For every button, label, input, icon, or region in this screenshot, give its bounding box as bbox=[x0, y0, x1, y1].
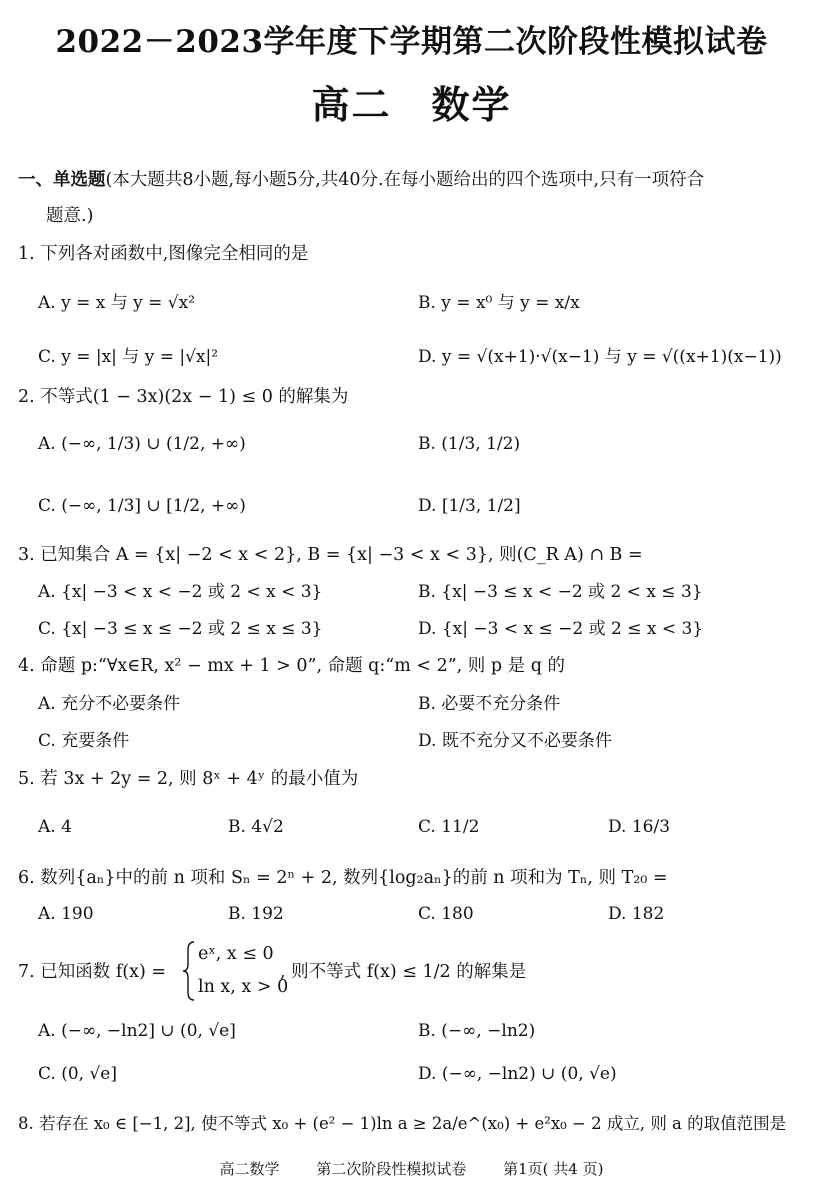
exam-title: 2022－2023学年度下学期第二次阶段性模拟试卷 bbox=[55, 24, 768, 60]
question-4-option-d: D. 既不充分又不必要条件 bbox=[418, 731, 612, 751]
question-7-option-d: D. (−∞, −ln2) ∪ (0, √e) bbox=[418, 1064, 617, 1084]
question-5-option-b: B. 4√2 bbox=[228, 817, 284, 837]
question-7-option-a: A. (−∞, −ln2] ∪ (0, √e] bbox=[38, 1021, 236, 1041]
question-7-stem-b: , 则不等式 f(x) ≤ 1/2 的解集是 bbox=[280, 962, 527, 982]
question-5-option-c: C. 11/2 bbox=[418, 817, 480, 837]
question-2-option-d: D. [1/3, 1/2] bbox=[418, 496, 521, 516]
question-7-stem-a: 7. 已知函数 f(x) = bbox=[18, 962, 167, 982]
section-instruction-1: (本大题共8小题,每小题5分,共40分.在每小题给出的四个选项中,只有一项符合 bbox=[105, 170, 705, 190]
section-instruction-2: 题意.) bbox=[46, 206, 94, 226]
question-3-option-a: A. {x| −3 < x < −2 或 2 < x < 3} bbox=[38, 582, 323, 602]
question-7-option-c: C. (0, √e] bbox=[38, 1064, 117, 1084]
question-7-case-1: eˣ, x ≤ 0 bbox=[198, 944, 274, 964]
question-1-option-b: B. y = x⁰ 与 y = x/x bbox=[418, 293, 580, 313]
question-2-option-b: B. (1/3, 1/2) bbox=[418, 434, 521, 454]
page-footer bbox=[0, 1158, 823, 1179]
section-label: 一、单选题 bbox=[18, 170, 106, 190]
question-1-option-d: D. y = √(x+1)·√(x−1) 与 y = √((x+1)(x−1)) bbox=[418, 347, 782, 367]
footer-page-number: 第1页( 共4 页) bbox=[503, 1160, 604, 1178]
question-5-option-d: D. 16/3 bbox=[608, 817, 671, 837]
footer-subject: 高二数学 bbox=[219, 1160, 280, 1178]
question-7-option-b: B. (−∞, −ln2) bbox=[418, 1021, 536, 1041]
question-7-case-2: ln x, x > 0 bbox=[198, 977, 289, 997]
question-3-option-c: C. {x| −3 ≤ x ≤ −2 或 2 ≤ x ≤ 3} bbox=[38, 619, 323, 639]
question-6-stem: 6. 数列{aₙ}中的前 n 项和 Sₙ = 2ⁿ + 2, 数列{log₂aₙ}的前 n 项和为 Tₙ, 则 T₂₀ = bbox=[18, 868, 668, 888]
piecewise-brace bbox=[182, 940, 196, 1002]
question-2-option-c: C. (−∞, 1/3] ∪ [1/2, +∞) bbox=[38, 496, 246, 516]
question-6-option-a: A. 190 bbox=[38, 904, 94, 924]
question-4-option-c: C. 充要条件 bbox=[38, 731, 130, 751]
question-2-option-a: A. (−∞, 1/3) ∪ (1/2, +∞) bbox=[38, 434, 246, 454]
question-1-option-a: A. y = x 与 y = √x² bbox=[38, 293, 196, 313]
question-4-option-b: B. 必要不充分条件 bbox=[418, 694, 561, 714]
question-1-stem: 1. 下列各对函数中,图像完全相同的是 bbox=[18, 244, 309, 264]
section-heading bbox=[18, 168, 704, 192]
footer-exam: 第二次阶段性模拟试卷 bbox=[316, 1160, 467, 1178]
question-6-option-b: B. 192 bbox=[228, 904, 284, 924]
question-6-option-c: C. 180 bbox=[418, 904, 474, 924]
question-1-option-c: C. y = |x| 与 y = |√x|² bbox=[38, 347, 219, 367]
question-5-stem: 5. 若 3x + 2y = 2, 则 8ˣ + 4ʸ 的最小值为 bbox=[18, 769, 359, 789]
question-4-stem: 4. 命题 p:“∀x∈R, x² − mx + 1 > 0”, 命题 q:“m < 2”, 则 p 是 q 的 bbox=[18, 656, 565, 676]
question-3-option-d: D. {x| −3 < x ≤ −2 或 2 ≤ x < 3} bbox=[418, 619, 704, 639]
exam-subtitle: 高二 数学 bbox=[311, 82, 512, 127]
question-3-option-b: B. {x| −3 ≤ x < −2 或 2 < x ≤ 3} bbox=[418, 582, 703, 602]
question-6-option-d: D. 182 bbox=[608, 904, 665, 924]
question-8-stem: 8. 若存在 x₀ ∈ [−1, 2], 使不等式 x₀ + (e² − 1)ln a ≥ 2a/e^(x₀) + e²x₀ − 2 成立, 则 a 的取值范围是 bbox=[18, 1114, 787, 1133]
question-4-option-a: A. 充分不必要条件 bbox=[38, 694, 181, 714]
question-3-stem: 3. 已知集合 A = {x| −2 < x < 2}, B = {x| −3 < x < 3}, 则(C_R A) ∩ B = bbox=[18, 545, 643, 565]
question-2-stem: 2. 不等式(1 − 3x)(2x − 1) ≤ 0 的解集为 bbox=[18, 387, 349, 407]
question-5-option-a: A. 4 bbox=[38, 817, 72, 837]
